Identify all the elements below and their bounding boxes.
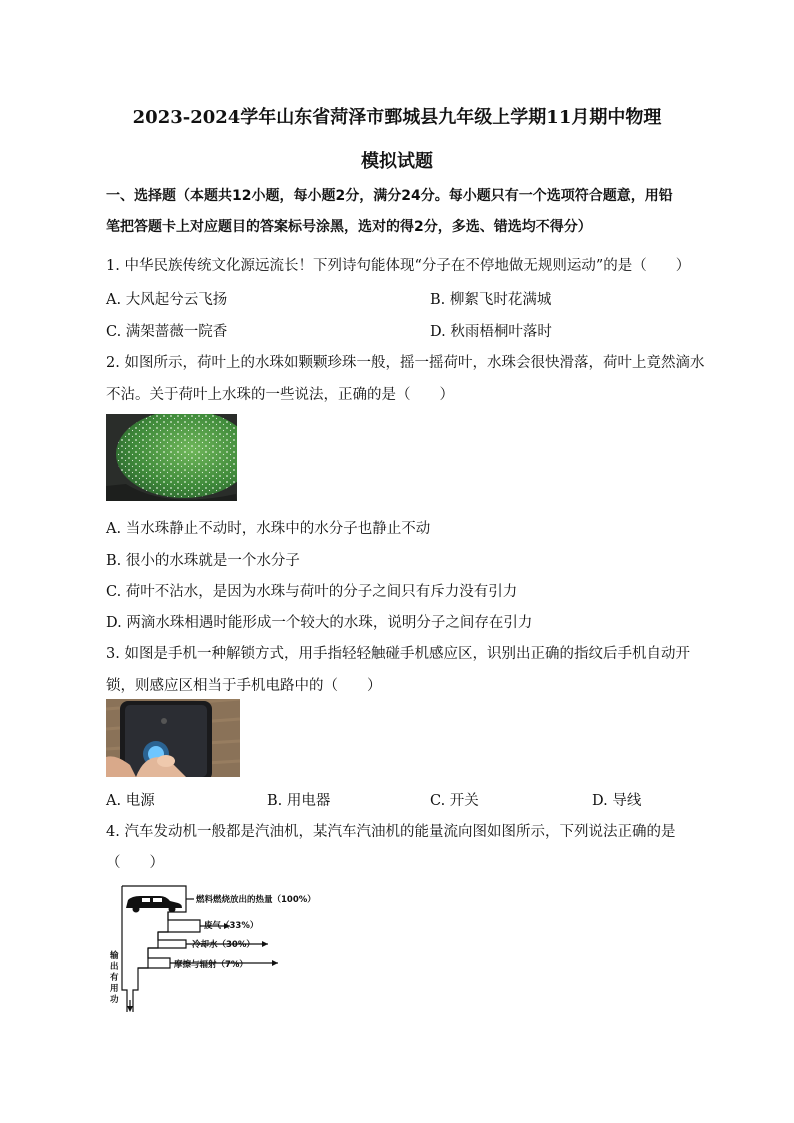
q3-option-c: C. 开关 [430, 793, 479, 809]
q4-stem-line1: 4. 汽车发动机一般都是汽油机，某汽车汽油机的能量流向图如图所示，下列说法正确的是 [106, 824, 676, 840]
q2-option-b: B. 很小的水珠就是一个水分子 [106, 553, 300, 569]
q1-option-a: A. 大风起兮云飞扬 [106, 292, 228, 308]
label-output-2: 有 [110, 973, 119, 983]
q3-stem-line1: 3. 如图是手机一种解锁方式，用手指轻轻触碰手机感应区，识别出正确的指纹后手机自动开 [106, 646, 690, 662]
label-output-4: 功 [110, 995, 119, 1005]
q1-option-c: C. 满架蔷薇一院香 [106, 324, 228, 340]
page-title-line2: 模拟试题 [361, 151, 433, 172]
q1-stem: 1. 中华民族传统文化源远流长！下列诗句能体现“分子在不停地做无规则运动”的是（ ） [106, 258, 691, 274]
q2-option-d: D. 两滴水珠相遇时能形成一个较大的水珠，说明分子之间存在引力 [106, 615, 533, 631]
label-friction-radiation: 摩擦与辐射（7%） [174, 960, 248, 970]
label-cooling-water: 冷却水（30%） [192, 940, 255, 950]
q1-option-b: B. 柳絮飞时花满城 [430, 292, 552, 308]
q3-option-b: B. 用电器 [267, 793, 331, 809]
q2-option-a: A. 当水珠静止不动时，水珠中的水分子也静止不动 [106, 521, 431, 537]
energy-flow-diagram [108, 882, 338, 1012]
label-output-0: 输 [110, 951, 119, 961]
label-output-1: 出 [110, 962, 119, 972]
car-icon [126, 896, 182, 913]
q2-stem-line1: 2. 如图所示，荷叶上的水珠如颗颗珍珠一般，摇一摇荷叶，水珠会很快滑落，荷叶上竟然滴水 [106, 355, 705, 371]
q3-option-d: D. 导线 [592, 793, 642, 809]
phone-fingerprint-photo [106, 699, 240, 777]
section-instructions-line1: 一、选择题（本题共12小题，每小题2分，满分24分。每小题只有一个选项符合题意，用铅 [106, 188, 673, 204]
q2-option-c: C. 荷叶不沾水，是因为水珠与荷叶的分子之间只有斥力没有引力 [106, 584, 518, 600]
q3-stem-line2: 锁，则感应区相当于手机电路中的（ ） [106, 678, 382, 694]
q1-option-d: D. 秋雨梧桐叶落时 [430, 324, 552, 340]
q2-stem-line2: 不沾。关于荷叶上水珠的一些说法，正确的是（ ） [106, 387, 454, 403]
label-total-heat: 燃料燃烧放出的热量（100%） [196, 895, 316, 905]
lotus-leaf-photo [106, 414, 237, 501]
page-title-line1: 2023-2024学年山东省菏泽市鄄城县九年级上学期11月期中物理 [132, 107, 662, 128]
label-exhaust: 废气（33%） [204, 921, 259, 931]
q3-option-a: A. 电源 [106, 793, 155, 809]
label-output-3: 用 [110, 984, 119, 994]
q4-stem-line2: （ ） [106, 855, 164, 871]
section-instructions-line2: 笔把答题卡上对应题目的答案标号涂黑，选对的得2分，多选、错选均不得分） [106, 219, 592, 235]
